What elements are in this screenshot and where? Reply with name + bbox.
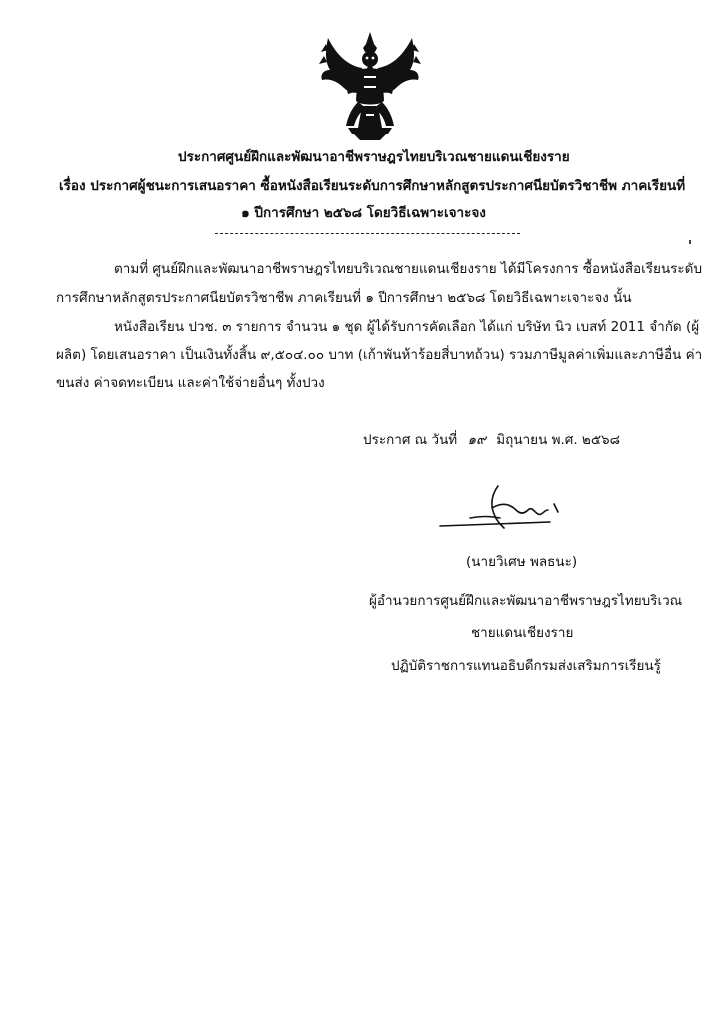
signer-position-line-3: ปฏิบัติราชการแทนอธิบดีกรมส่งเสริมการเรียนรู้ xyxy=(391,658,661,674)
announce-day: ๑๙ xyxy=(467,432,486,448)
paragraph-2-line-1: หนังสือเรียน ปวช. ๓ รายการ จำนวน ๑ ชุด ผู้ได้รับการคัดเลือก ได้แก่ บริษัท นิว เบสท์ 2011 จำกัด (ผู้ xyxy=(114,319,700,335)
signer-position-line-2: ชายแดนเชียงราย xyxy=(471,625,574,641)
garuda-emblem xyxy=(318,30,422,142)
signer-position-line-1: ผู้อำนวยการศูนย์ฝึกและพัฒนาอาชีพราษฎรไทยบริเวณ xyxy=(369,593,683,609)
announce-date xyxy=(363,431,620,449)
announce-month-year: มิถุนายน พ.ศ. ๒๕๖๘ xyxy=(496,432,621,448)
dashed-separator xyxy=(215,233,520,234)
subject-line-1: เรื่อง ประกาศผู้ชนะการเสนอราคา ซื้อหนังสือเรียนระดับการศึกษาหลักสูตรประกาศนียบัตรวิชาชีพ ภาคเรียนที่ xyxy=(59,178,686,194)
signer-name: (นายวิเศษ พลธนะ) xyxy=(466,554,578,570)
scan-mark xyxy=(689,240,691,244)
paragraph-2-line-3: ขนส่ง ค่าจดทะเบียน และค่าใช้จ่ายอื่นๆ ทั้งปวง xyxy=(56,375,325,391)
paragraph-2-line-2: ผลิต) โดยเสนอราคา เป็นเงินทั้งสิ้น ๙,๕๐๔.๐๐ บาท (เก้าพันห้าร้อยสี่บาทถ้วน) รวมภาษีมูลค่าเพิ่มและภาษีอื่น ค่า xyxy=(56,347,703,363)
subject-line-2: ๑ ปีการศึกษา ๒๕๖๘ โดยวิธีเฉพาะเจาะจง xyxy=(241,205,486,221)
document-title: ประกาศศูนย์ฝึกและพัฒนาอาชีพราษฎรไทยบริเวณชายแดนเชียงราย xyxy=(178,149,570,165)
announce-prefix: ประกาศ ณ วันที่ xyxy=(363,432,458,448)
paragraph-1-line-2: การศึกษาหลักสูตรประกาศนียบัตรวิชาชีพ ภาคเรียนที่ ๑ ปีการศึกษา ๒๕๖๘ โดยวิธีเฉพาะเจาะจง นั้น xyxy=(56,290,632,306)
handwritten-signature xyxy=(430,480,590,540)
paragraph-1-line-1: ตามที่ ศูนย์ฝึกและพัฒนาอาชีพราษฎรไทยบริเวณชายแดนเชียงราย ได้มีโครงการ ซื้อหนังสือเรียนระดับ xyxy=(114,261,703,277)
